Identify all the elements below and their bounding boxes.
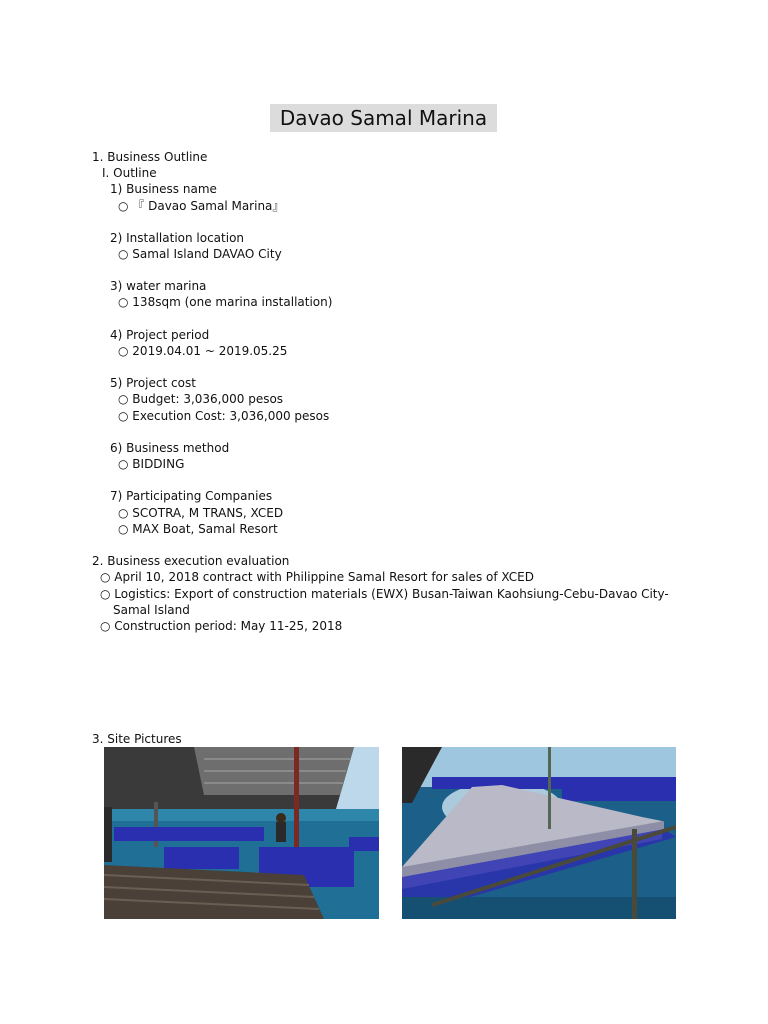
participating-companies-value-1: ○ SCOTRA, M TRANS, XCED	[118, 505, 283, 521]
installation-location-value: ○ Samal Island DAVAO City	[118, 246, 282, 262]
outline-subheading: Ⅰ. Outline	[102, 166, 157, 180]
installation-location-label: 2) Installation location	[110, 231, 245, 245]
execution-cost-value: ○ Execution Cost: 3,036,000 pesos	[118, 408, 329, 424]
participating-companies-value-2: ○ MAX Boat, Samal Resort	[118, 521, 278, 537]
section-1-heading: 1. Business Outline	[92, 150, 208, 164]
project-period-value: ○ 2019.04.01 ~ 2019.05.25	[118, 343, 287, 359]
budget-value: ○ Budget: 3,036,000 pesos	[118, 391, 283, 407]
project-period-label: 4) Project period	[110, 328, 210, 342]
site-photo-marina	[402, 747, 676, 919]
business-method-value: ○ BIDDING	[118, 456, 184, 472]
evaluation-bullet-logistics: ○ Logistics: Export of construction materials (EWX) Busan-Taiwan Kaohsiung-Cebu-Davao City-	[100, 586, 669, 602]
document-title: Davao Samal Marina	[270, 104, 497, 132]
business-name-label: 1) Business name	[110, 182, 217, 196]
evaluation-bullet-logistics-cont: Samal Island	[113, 603, 190, 617]
business-method-label: 6) Business method	[110, 441, 230, 455]
evaluation-bullet-construction: ○ Construction period: May 11-25, 2018	[100, 618, 342, 634]
section-2-heading: 2. Business execution evaluation	[92, 554, 290, 568]
business-name-value: ○ 『 Davao Samal Marina』	[118, 198, 284, 214]
participating-companies-label: 7) Participating Companies	[110, 489, 273, 503]
water-marina-value: ○ 138sqm (one marina installation)	[118, 294, 332, 310]
evaluation-bullet-contract: ○ April 10, 2018 contract with Philippine Samal Resort for sales of XCED	[100, 569, 534, 585]
project-cost-label: 5) Project cost	[110, 376, 196, 390]
section-3-heading: 3. Site Pictures	[92, 732, 182, 746]
site-photo-dock	[104, 747, 379, 919]
water-marina-label: 3) water marina	[110, 279, 207, 293]
